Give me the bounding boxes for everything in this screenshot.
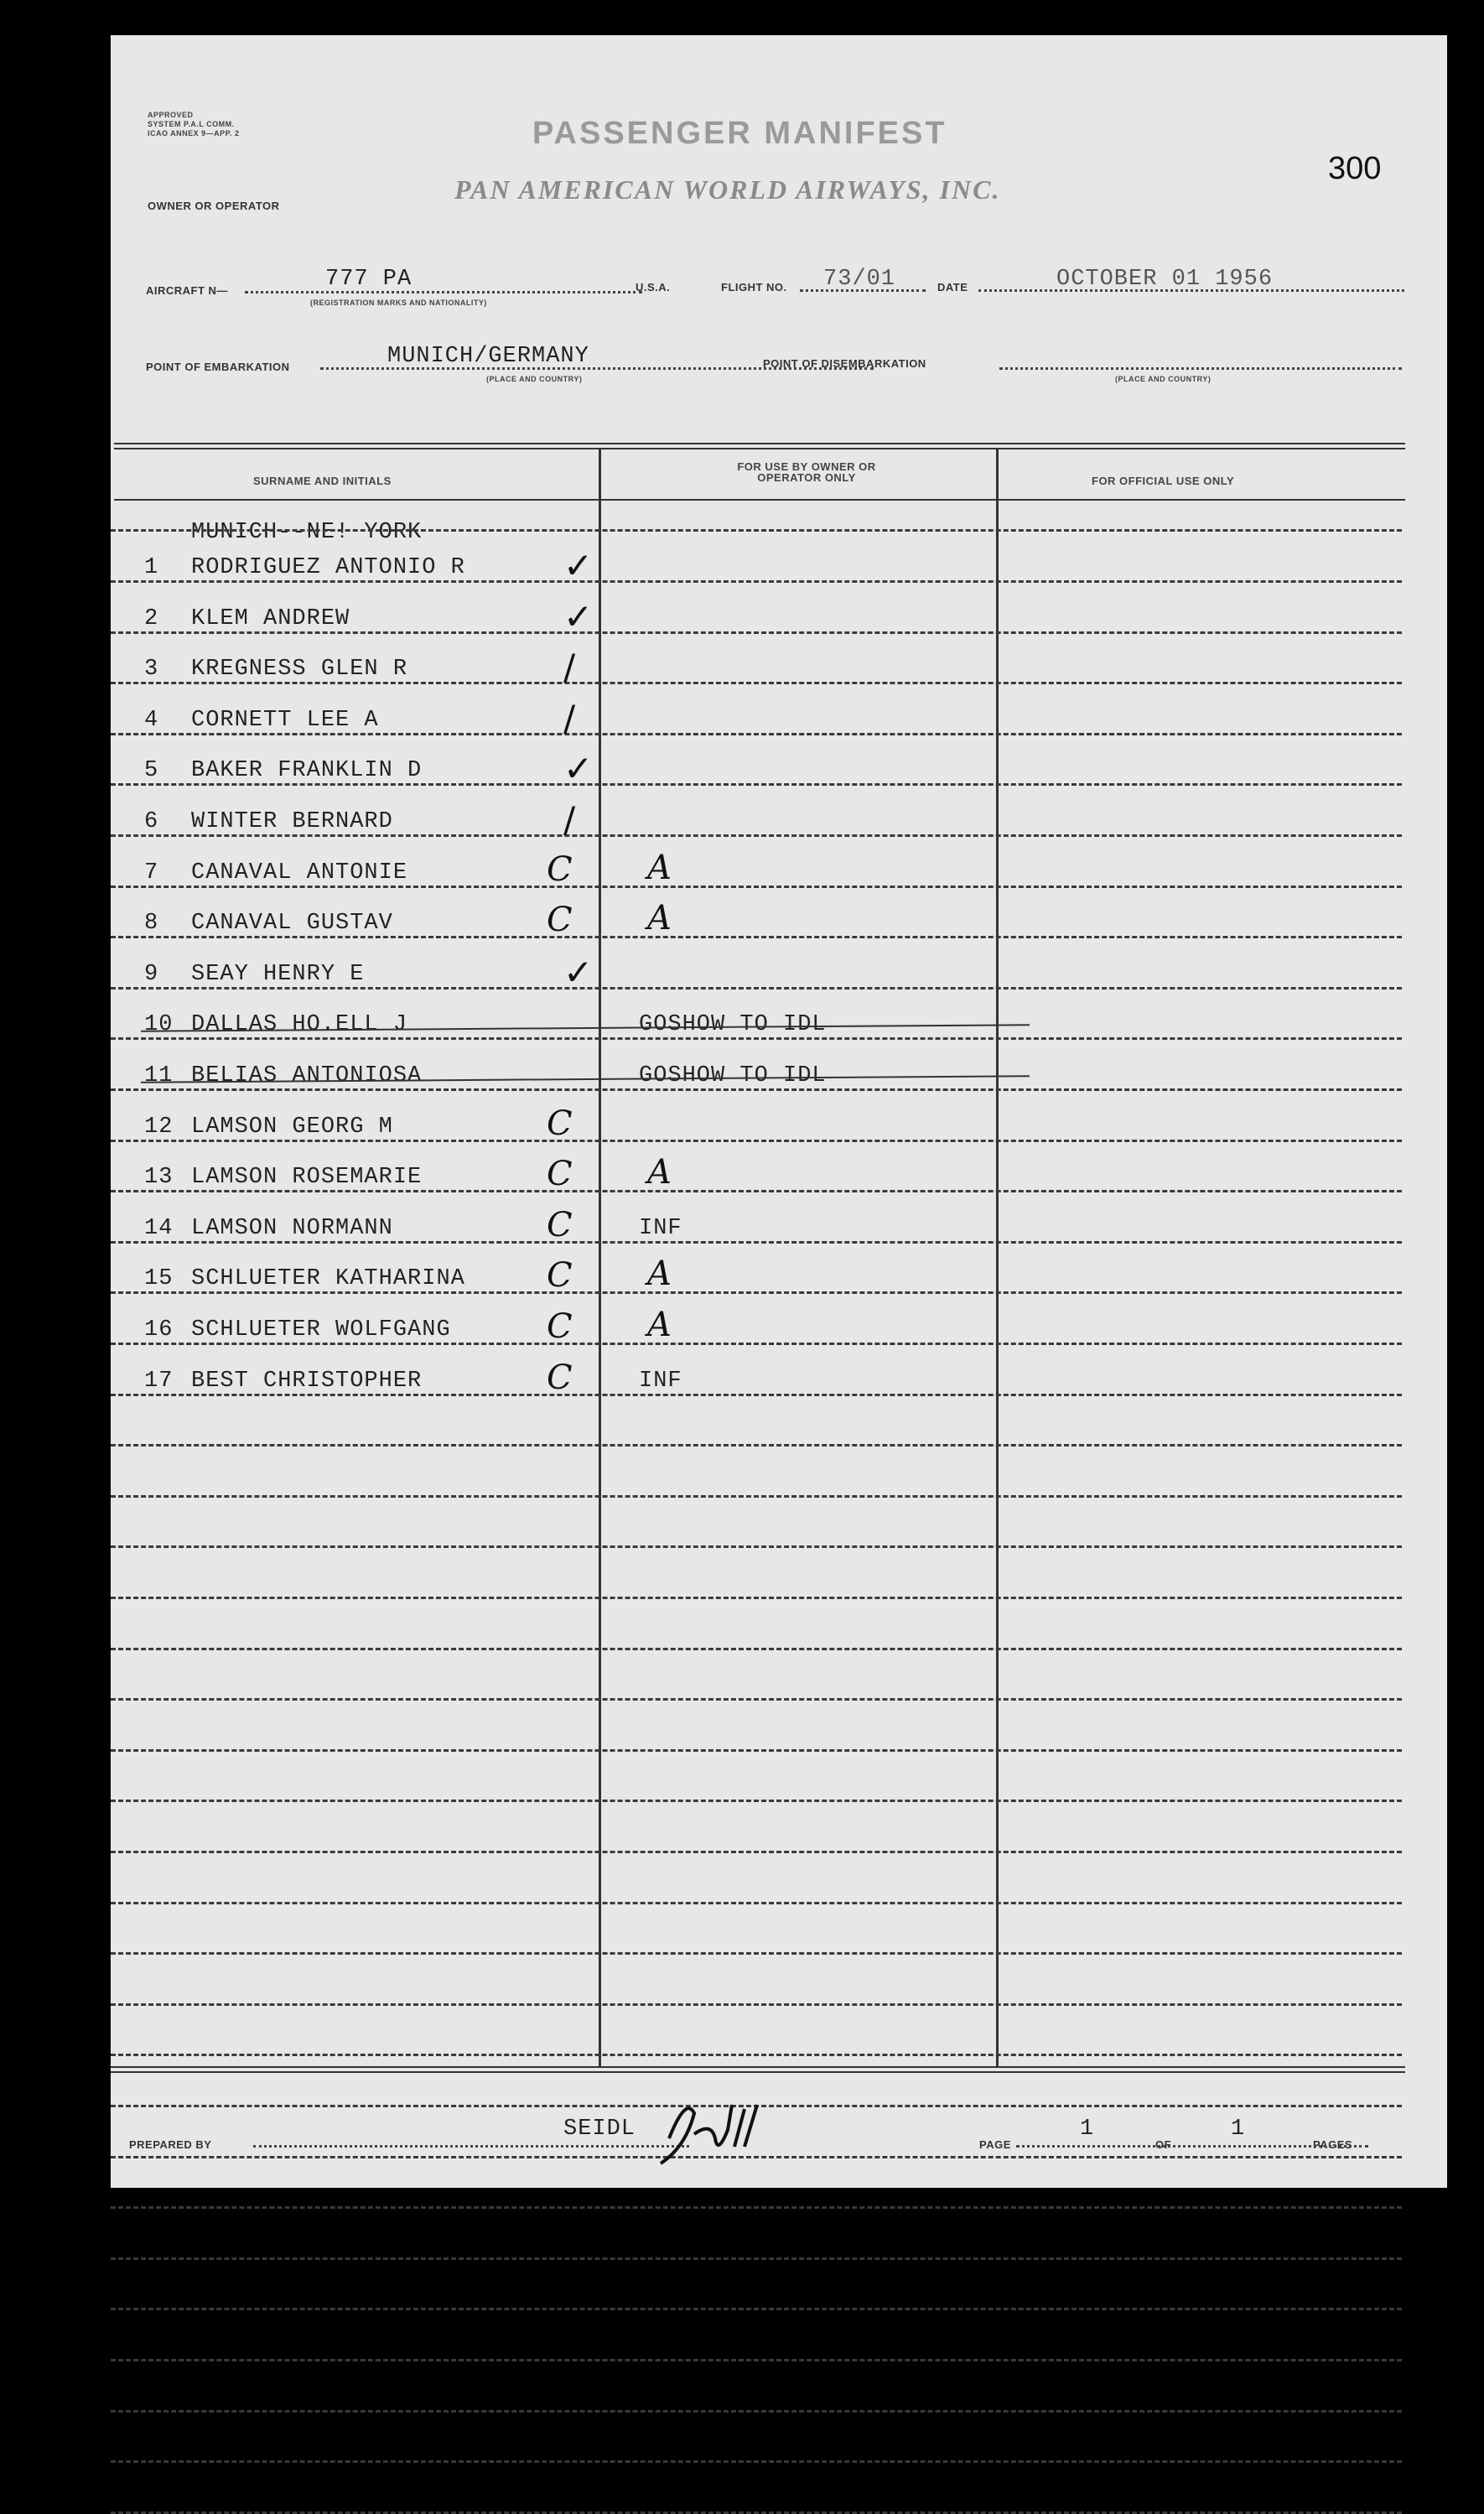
passenger-number: 1: [144, 555, 159, 580]
table-row: [111, 1358, 1402, 1402]
disembarkation-sub: (PLACE AND COUNTRY): [1115, 375, 1212, 383]
table-row: [111, 545, 1402, 589]
passenger-number: 5: [144, 758, 159, 784]
approval-line-2: SYSTEM P.A.L COMM.: [148, 120, 235, 128]
table-row: [111, 697, 1402, 741]
passenger-number: 9: [144, 961, 159, 987]
col-header-official: FOR OFFICIAL USE ONLY: [1092, 475, 1235, 487]
check-mark: C: [547, 1104, 573, 1143]
row-rule: [111, 1749, 1402, 1752]
owner-note: A: [647, 1306, 672, 1344]
row-rule: [111, 2410, 1402, 2413]
check-mark: C: [547, 1307, 573, 1346]
approval-line-1: APPROVED: [148, 111, 194, 119]
check-mark: ✓: [563, 951, 594, 993]
passenger-name: BEST CHRISTOPHER: [191, 1368, 423, 1394]
row-rule: [111, 2511, 1402, 2514]
row-rule: [111, 2308, 1402, 2310]
row-rule: [111, 1800, 1402, 1802]
passenger-name: WINTER BERNARD: [191, 809, 393, 834]
disembarkation-label: POINT OF DISEMBARKATION: [763, 357, 926, 370]
sheet-number: 300: [1328, 151, 1382, 186]
table-row: [111, 647, 1402, 690]
passenger-name: BELIAS ANTONIOSA: [191, 1063, 423, 1088]
table-row: [111, 899, 1402, 944]
passenger-name: CANAVAL ANTONIE: [191, 860, 408, 886]
passenger-number: 10: [144, 1012, 174, 1038]
approval-line-3: ICAO ANNEX 9—APP. 2: [148, 129, 240, 138]
aircraft-value: 777 PA: [325, 267, 413, 292]
date-label: DATE: [937, 281, 968, 293]
owner-value: PAN AMERICAN WORLD AIRWAYS, INC.: [454, 174, 1001, 205]
col-header-owner: FOR USE BY OWNER OR OPERATOR ONLY: [737, 460, 876, 484]
passenger-number: 14: [144, 1215, 174, 1241]
embarkation-label: POINT OF EMBARKATION: [146, 361, 290, 373]
row-rule: [111, 1698, 1402, 1701]
table-row: [111, 1306, 1402, 1351]
passenger-number: 16: [144, 1317, 174, 1343]
prepared-label: PREPARED BY: [129, 2138, 212, 2151]
aircraft-sub: (REGISTRATION MARKS AND NATIONALITY): [310, 299, 487, 307]
owner-note: A: [647, 899, 672, 938]
owner-note: INF: [639, 1215, 682, 1241]
passenger-number: 3: [144, 657, 159, 683]
flight-label: FLIGHT NO.: [721, 281, 787, 293]
approval-stamp: [148, 111, 240, 138]
row-rule: [111, 1495, 1402, 1498]
passenger-name: SCHLUETER KATHARINA: [191, 1266, 465, 1292]
table-row: [111, 1104, 1402, 1148]
passenger-name: LAMSON ROSEMARIE: [191, 1165, 423, 1191]
page-value: 1: [1080, 2117, 1095, 2142]
row-rule: [111, 2206, 1402, 2209]
passenger-number: 2: [144, 605, 159, 631]
check-mark: C: [547, 1358, 573, 1397]
of-value: 1: [1231, 2117, 1246, 2142]
date-value: OCTOBER 01 1956: [1056, 267, 1274, 292]
row-rule: [111, 1545, 1402, 1548]
document-title: PASSENGER MANIFEST: [532, 116, 947, 151]
row-rule: [111, 1952, 1402, 1955]
passenger-number: 15: [144, 1266, 174, 1292]
route-line: MUNICH--NE! YORK: [191, 520, 423, 545]
row-rule: [111, 2003, 1402, 2006]
passenger-name: SEAY HENRY E: [191, 961, 365, 987]
embarkation-value: MUNICH/GERMANY: [387, 344, 589, 369]
owner-label: OWNER OR OPERATOR: [148, 200, 280, 212]
owner-note: GOSHOW TO IDL: [639, 1012, 827, 1038]
table-row: [111, 1060, 1402, 1097]
row-rule: [111, 2460, 1402, 2463]
passenger-name: DALLAS HO.ELL J: [191, 1012, 408, 1038]
table-row: [111, 1009, 1402, 1046]
passenger-number: 7: [144, 860, 159, 886]
passenger-name: CANAVAL GUSTAV: [191, 911, 393, 937]
check-mark: ✓: [563, 748, 594, 790]
check-mark: /: [563, 697, 576, 739]
check-mark: C: [547, 1155, 573, 1194]
passenger-name: KLEM ANDREW: [191, 605, 350, 631]
table-row: [111, 848, 1402, 894]
pages-label: PAGES: [1313, 2138, 1353, 2151]
aircraft-label: AIRCRAFT N—: [146, 284, 228, 297]
table-row: [111, 1153, 1402, 1198]
passenger-number: 17: [144, 1368, 174, 1394]
passenger-name: BAKER FRANKLIN D: [191, 758, 423, 784]
row-rule: [111, 2359, 1402, 2361]
row-rule: [111, 1902, 1402, 1904]
owner-note: A: [647, 1153, 672, 1192]
passenger-number: 6: [144, 809, 159, 834]
passenger-number: 8: [144, 911, 159, 937]
check-mark: C: [547, 1256, 573, 1296]
table-row: [111, 748, 1402, 792]
page-label: PAGE: [979, 2138, 1011, 2151]
preparer-signature: [636, 2088, 786, 2180]
passenger-number: 12: [144, 1114, 174, 1140]
passenger-number: 13: [144, 1165, 174, 1191]
owner-note: GOSHOW TO IDL: [639, 1063, 827, 1088]
column-divider-1: [599, 448, 601, 2066]
row-rule: [111, 2257, 1402, 2260]
table-row: [111, 799, 1402, 843]
row-rule: [111, 529, 1402, 532]
check-mark: ✓: [563, 595, 594, 637]
column-divider-2: [996, 448, 999, 2066]
of-label: OF: [1155, 2138, 1172, 2151]
check-mark: /: [563, 799, 576, 840]
passenger-name: SCHLUETER WOLFGANG: [191, 1317, 451, 1343]
passenger-name: LAMSON NORMANN: [191, 1215, 393, 1241]
table-row: [111, 951, 1402, 995]
embarkation-sub: (PLACE AND COUNTRY): [486, 375, 583, 383]
check-mark: C: [547, 901, 573, 940]
passenger-name: KREGNESS GLEN R: [191, 657, 408, 683]
manifest-sheet: [111, 35, 1447, 2188]
flight-value: 73/01: [823, 267, 896, 292]
col-header-surname: SURNAME AND INITIALS: [253, 475, 392, 487]
owner-note: A: [647, 848, 672, 887]
passenger-number: 4: [144, 707, 159, 733]
passenger-number: 11: [144, 1063, 174, 1088]
check-mark: C: [547, 849, 573, 889]
check-mark: C: [547, 1205, 573, 1244]
passenger-name: LAMSON GEORG M: [191, 1114, 393, 1140]
table-row: [111, 1205, 1402, 1249]
owner-note: INF: [639, 1368, 682, 1394]
prepared-value: SEIDL: [563, 2117, 636, 2142]
row-rule: [111, 1597, 1402, 1599]
row-rule: [111, 1851, 1402, 1853]
usa-label: U.S.A.: [636, 281, 671, 293]
check-mark: ✓: [563, 545, 594, 586]
row-rule: [111, 1444, 1402, 1447]
check-mark: /: [563, 647, 576, 688]
row-rule: [111, 2054, 1402, 2056]
row-rule: [111, 1648, 1402, 1650]
owner-note: A: [647, 1254, 672, 1294]
table-row: [111, 1254, 1402, 1300]
passenger-name: RODRIGUEZ ANTONIO R: [191, 555, 465, 580]
table-row: [111, 595, 1402, 640]
passenger-name: CORNETT LEE A: [191, 707, 379, 733]
